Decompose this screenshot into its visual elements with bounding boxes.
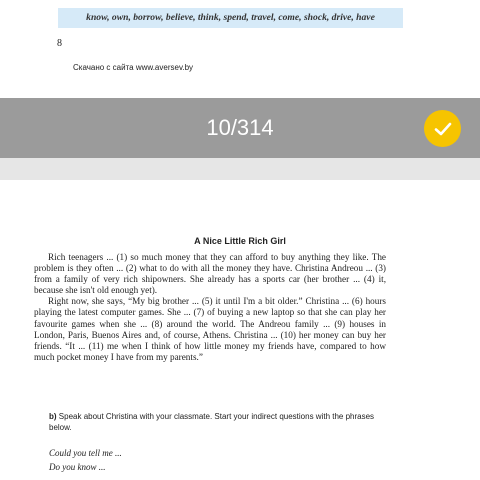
story-text [34,252,386,363]
page-indicator: 10/314 [206,115,274,140]
phrase-item: Do you know ... [49,462,106,472]
source-note: Скачано с сайта www.aversev.by [73,63,194,72]
page-gap [0,158,480,180]
task-instruction [49,412,385,433]
page-number: 8 [57,38,62,49]
page-indicator-bar [0,98,480,158]
task-label: b) [49,412,59,421]
current-page [0,180,480,480]
check-icon [432,118,454,140]
phrase-item: Could you tell me ... [49,448,122,458]
paragraph-2: Right now, she says, “My big brother ... (5) it until I'm a bit older.” Christina ... (6) hours playing the latest computer games. She ... (7) of buying a new laptop so that she can play her favourite games when she ... (8) around the world. The Andreou family ... (9) houses in London, Paris, Buenos Aires and, of course, Athens. Christina ... (10) her money can buy her friends. “It ... (11) me when I think of how little money my friends have, compared to how much pocket money I have from my parents.” [34,296,386,362]
previous-page-fragment [0,0,480,98]
task-text: Speak about Christina with your classmate. Start your indirect questions with the phrases below. [49,412,375,432]
paragraph-1: Rich teenagers ... (1) so much money that they can afford to buy anything they like. The problem is they often ... (2) what to do with all the money they have. Christina Andreou ... (3) from a family of very rich shipowners. She already has a sports car (her brother ... (4) it, because she isn't old enough yet). [34,252,386,296]
check-button[interactable] [424,110,461,147]
word-box: know, own, borrow, believe, think, spend, travel, come, shock, drive, have [58,8,403,28]
page-title: A Nice Little Rich Girl [194,236,286,246]
